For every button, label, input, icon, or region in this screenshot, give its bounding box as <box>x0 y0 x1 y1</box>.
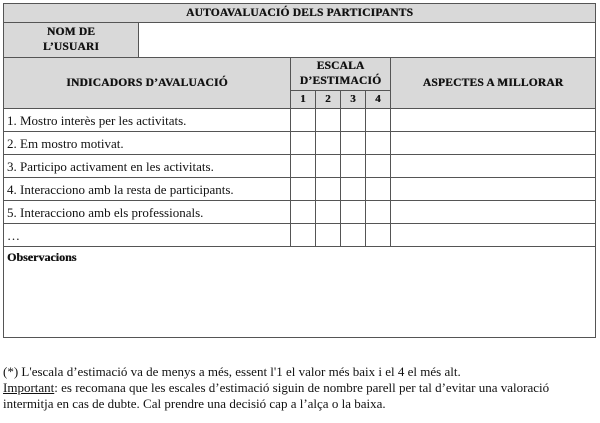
scale-header-line2: D’ESTIMACIÓ <box>299 75 382 87</box>
scale-cell[interactable] <box>366 132 391 155</box>
scale-cell[interactable] <box>366 155 391 178</box>
scale-cell[interactable] <box>341 201 366 224</box>
scale-cell[interactable] <box>291 155 316 178</box>
scale-cell[interactable] <box>366 224 391 247</box>
improvement-cell[interactable] <box>391 109 596 132</box>
scale-cell[interactable] <box>341 155 366 178</box>
indicator-text: 2. Em mostro motivat. <box>4 132 291 155</box>
scale-cell[interactable] <box>316 201 341 224</box>
table-row <box>4 201 596 224</box>
scale-cell[interactable] <box>316 132 341 155</box>
scale-cell[interactable] <box>341 178 366 201</box>
table-row <box>4 224 596 247</box>
user-name-label <box>4 23 139 58</box>
table-row <box>4 155 596 178</box>
scale-cell[interactable] <box>366 178 391 201</box>
indicators-header: INDICADORS D’AVALUACIÓ <box>4 58 291 109</box>
indicator-text: … <box>4 224 291 247</box>
scale-header-line1: ESCALA <box>316 60 365 72</box>
scale-cell[interactable] <box>291 178 316 201</box>
scale-header <box>291 58 391 91</box>
scale-cell[interactable] <box>316 109 341 132</box>
observations-label: Observacions <box>7 250 77 264</box>
user-name-label-line2: L’USUARI <box>42 41 100 53</box>
scale-cell[interactable] <box>341 109 366 132</box>
footnotes <box>3 364 595 412</box>
scale-cell[interactable] <box>291 201 316 224</box>
user-name-label-line1: NOM DE <box>46 26 96 38</box>
table-row <box>4 178 596 201</box>
indicator-text: 5. Interacciono amb els professionals. <box>4 201 291 224</box>
improvement-header: ASPECTES A MILLORAR <box>391 58 596 109</box>
user-name-field[interactable] <box>139 23 596 58</box>
scale-footnote: (*) L'escala d’estimació va de menys a més, essent l'1 el valor més baix i el 4 el més alt. <box>3 364 461 379</box>
table-row <box>4 109 596 132</box>
scale-value-4: 4 <box>366 91 391 109</box>
indicator-text: 4. Interacciono amb la resta de participants. <box>4 178 291 201</box>
indicator-text: 3. Participo activament en les activitats. <box>4 155 291 178</box>
scale-cell[interactable] <box>316 224 341 247</box>
observations-field[interactable] <box>4 247 596 338</box>
scale-value-1: 1 <box>291 91 316 109</box>
improvement-cell[interactable] <box>391 224 596 247</box>
scale-cell[interactable] <box>316 155 341 178</box>
improvement-cell[interactable] <box>391 132 596 155</box>
table-row <box>4 132 596 155</box>
indicator-text: 1. Mostro interès per les activitats. <box>4 109 291 132</box>
scale-value-3: 3 <box>341 91 366 109</box>
important-note <box>3 380 595 412</box>
scale-cell[interactable] <box>291 224 316 247</box>
self-assessment-form <box>3 3 595 338</box>
scale-cell[interactable] <box>291 132 316 155</box>
scale-cell[interactable] <box>341 132 366 155</box>
table-title: AUTOAVALUACIÓ DELS PARTICIPANTS <box>4 4 596 23</box>
improvement-cell[interactable] <box>391 201 596 224</box>
scale-value-2: 2 <box>316 91 341 109</box>
important-label: Important <box>3 380 55 395</box>
scale-cell[interactable] <box>366 201 391 224</box>
assessment-table <box>3 3 596 338</box>
important-text: : es recomana que les escales d’estimació siguin de nombre parell per tal d’evitar una valoració intermitja en cas de dubte. Cal prendre una decisió cap a l’alça o la baixa. <box>3 380 550 411</box>
scale-cell[interactable] <box>316 178 341 201</box>
improvement-cell[interactable] <box>391 155 596 178</box>
scale-cell[interactable] <box>291 109 316 132</box>
scale-cell[interactable] <box>341 224 366 247</box>
scale-cell[interactable] <box>366 109 391 132</box>
improvement-cell[interactable] <box>391 178 596 201</box>
